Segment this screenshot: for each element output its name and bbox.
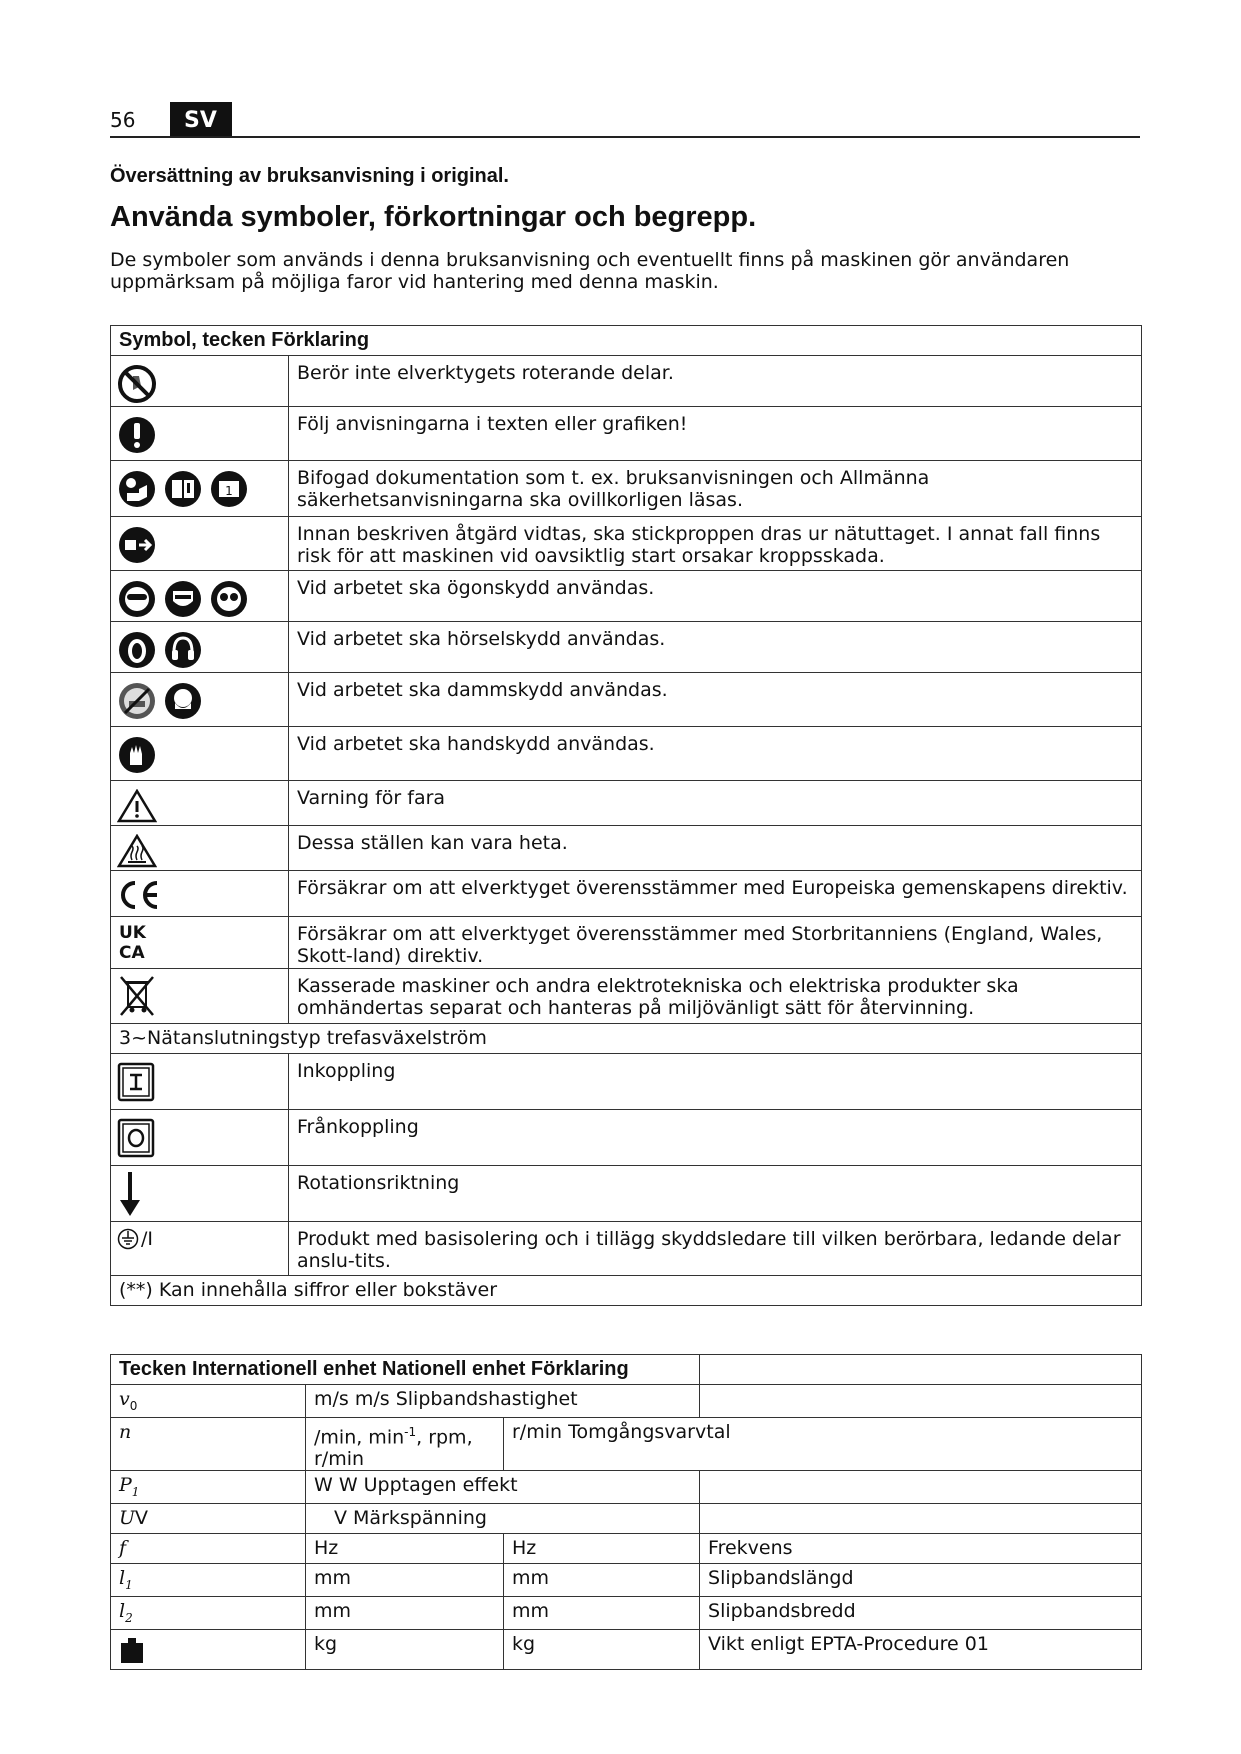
unplug-icon: [117, 525, 157, 565]
table-row: [111, 1222, 1142, 1276]
document-subtitle: Översättning av bruksanvisning i original.: [110, 165, 509, 187]
table-row: [111, 461, 1142, 517]
unit-international-rest: , rpm, r/min: [314, 1426, 473, 1471]
phase-row: [111, 1024, 1142, 1054]
unit-international: Hz: [306, 1533, 504, 1563]
row-text: Frånkoppling: [289, 1110, 1142, 1166]
table-row: [111, 1417, 1142, 1470]
manual-book-icon: [163, 469, 203, 509]
table-row: [111, 1471, 1142, 1504]
table-row: [111, 407, 1142, 461]
row-text: Vid arbetet ska dammskydd användas.: [289, 673, 1142, 727]
svg-text:1: 1: [225, 484, 233, 498]
face-shield-icon: [163, 579, 203, 619]
goggles-icon: [209, 579, 249, 619]
row-text: Bifogad dokumentation som t. ex. bruksanvisningen och Allmänna säkerhetsanvisningarna ska ovillkorligen läsas.: [289, 461, 1142, 517]
svg-text:CA: CA: [119, 943, 145, 961]
footnote-text: (**) Kan innehålla siffror eller bokstäver: [111, 1276, 1142, 1306]
unit-symbol: l: [119, 1566, 126, 1589]
ce-mark-icon: [117, 879, 161, 911]
row-text: Dessa ställen kan vara heta.: [289, 826, 1142, 871]
table-row: [111, 1629, 1142, 1669]
ear-protection-icon: [117, 630, 157, 670]
units-header-row: [111, 1355, 1142, 1385]
table-row: [111, 673, 1142, 727]
table-row: [111, 622, 1142, 673]
units-header: Tecken Internationell enhet Nationell enhet Förklaring: [111, 1355, 700, 1385]
switch-off-icon: [117, 1118, 155, 1158]
warning-triangle-icon: [117, 789, 157, 823]
read-manual-icon: [117, 469, 157, 509]
row-text: Vid arbetet ska hörselskydd användas.: [289, 622, 1142, 673]
phase-row-text: 3~Nätanslutningstyp trefasväxelström: [111, 1024, 1142, 1054]
unit-explanation: [700, 1471, 1142, 1504]
row-text: Produkt med basisolering och i tillägg skyddsledare till vilken berörbara, ledande delar anslu-tits.: [289, 1222, 1142, 1276]
unit-symbol: P: [119, 1474, 132, 1497]
unit-national: mm: [504, 1563, 700, 1596]
gloves-icon: [117, 735, 157, 775]
unit-international: /min, min: [314, 1426, 405, 1449]
symbols-table: [110, 325, 1142, 1306]
row-text: Berör inte elverktygets roterande delar.: [289, 356, 1142, 407]
dust-mask-icon: [117, 681, 157, 721]
table-row: [111, 1385, 1142, 1418]
unit-national: mm: [504, 1596, 700, 1629]
symbols-header-row: [111, 326, 1142, 356]
unit-symbol-sub: 1: [131, 1484, 140, 1499]
table-row: [111, 1110, 1142, 1166]
row-text: Varning för fara: [289, 781, 1142, 826]
table-row: [111, 871, 1142, 917]
row-text: Kasserade maskiner och andra elektrotekniska och elektriska produkter ska omhändertas separat och hanteras på miljövänligt sätt för återvinning.: [289, 969, 1142, 1024]
table-row: [111, 1054, 1142, 1110]
table-row: [111, 969, 1142, 1024]
row-text: Försäkrar om att elverktyget överensstämmer med Europeiska gemenskapens direktiv.: [289, 871, 1142, 917]
exclamation-icon: [117, 415, 157, 455]
manual-info-icon: [209, 469, 249, 509]
table-row: [111, 1503, 1142, 1533]
unit-international: mm: [306, 1596, 504, 1629]
svg-text:UK: UK: [119, 923, 146, 943]
unit-explanation: Vikt enligt EPTA-Procedure 01: [700, 1629, 1142, 1669]
unit-symbol: U: [119, 1506, 136, 1529]
row-text: Vid arbetet ska ögonskydd användas.: [289, 571, 1142, 622]
unit-symbol: n: [119, 1420, 132, 1443]
table-row: [111, 826, 1142, 871]
row-text: Följ anvisningarna i texten eller grafiken!: [289, 407, 1142, 461]
eye-protection-icon: [117, 579, 157, 619]
weight-icon: [119, 1636, 145, 1664]
unit-explanation: [700, 1503, 1142, 1533]
row-text: Vid arbetet ska handskydd användas.: [289, 727, 1142, 781]
table-row: [111, 781, 1142, 826]
unit-symbol: f: [119, 1536, 127, 1559]
class-symbol: /I: [141, 1228, 154, 1250]
row-text: Innan beskriven åtgärd vidtas, ska stickproppen dras ur nätuttaget. I annat fall finns risk för att maskinen vid oavsiktlig start orsakar kroppsskada.: [289, 517, 1142, 571]
unit-symbol-sub: 1: [125, 1577, 133, 1592]
ear-muffs-icon: [163, 630, 203, 670]
unit-explanation: Slipbandsbredd: [700, 1596, 1142, 1629]
unit-symbol-sub: 2: [125, 1610, 133, 1625]
table-row: [111, 727, 1142, 781]
units-header-empty: [700, 1355, 1142, 1385]
table-row: [111, 1166, 1142, 1222]
units-table: [110, 1354, 1142, 1670]
unit-explanation: Slipbandslängd: [700, 1563, 1142, 1596]
unit-international: kg: [306, 1629, 504, 1669]
symbols-header: Symbol, tecken Förklaring: [111, 326, 1142, 356]
respirator-icon: [163, 681, 203, 721]
table-row: [111, 517, 1142, 571]
row-text: Försäkrar om att elverktyget överensstämmer med Storbritanniens (England, Wales, Skott-land) direktiv.: [289, 917, 1142, 969]
table-row: [111, 1533, 1142, 1563]
table-row: [111, 356, 1142, 407]
unit-explanation: [700, 1385, 1142, 1418]
row-text: Rotationsriktning: [289, 1166, 1142, 1222]
unit-merged: W W Upptagen effekt: [306, 1471, 700, 1504]
unit-symbol-sub: 0: [129, 1398, 138, 1413]
unit-national: r/min Tomgångsvarvtal: [504, 1417, 1142, 1470]
intro-paragraph: De symboler som används i denna bruksanvisning och eventuellt finns på maskinen gör användaren uppmärksam på möjliga faror vid hantering med denna maskin.: [110, 249, 1070, 293]
unit-symbol: l: [119, 1599, 126, 1622]
page-number: 56: [110, 108, 136, 132]
no-touch-rotating-icon: [117, 364, 157, 404]
footnote-row: [111, 1276, 1142, 1306]
table-row: [111, 1596, 1142, 1629]
page-title: Använda symboler, förkortningar och begrepp.: [110, 201, 757, 233]
unit-merged: V Märkspänning: [306, 1503, 700, 1533]
unit-national: Hz: [504, 1533, 700, 1563]
table-row: [111, 1563, 1142, 1596]
unit-explanation: Frekvens: [700, 1533, 1142, 1563]
header-rule: [110, 136, 1140, 138]
rotation-arrow-icon: [117, 1170, 143, 1218]
unit-national: kg: [504, 1629, 700, 1669]
table-row: [111, 917, 1142, 969]
table-row: [111, 571, 1142, 622]
switch-on-icon: [117, 1062, 155, 1102]
hot-surface-icon: [117, 834, 157, 868]
ukca-mark-icon: [117, 921, 153, 961]
weee-bin-icon: [117, 973, 157, 1019]
unit-symbol-2: V: [135, 1506, 149, 1529]
language-badge: SV: [170, 102, 232, 136]
unit-international: mm: [306, 1563, 504, 1596]
row-text: Inkoppling: [289, 1054, 1142, 1110]
unit-symbol: v: [119, 1388, 130, 1410]
unit-exponent: -1: [404, 1424, 417, 1439]
earth-symbol-icon: [117, 1228, 139, 1250]
unit-merged: m/s m/s Slipbandshastighet: [306, 1385, 700, 1418]
